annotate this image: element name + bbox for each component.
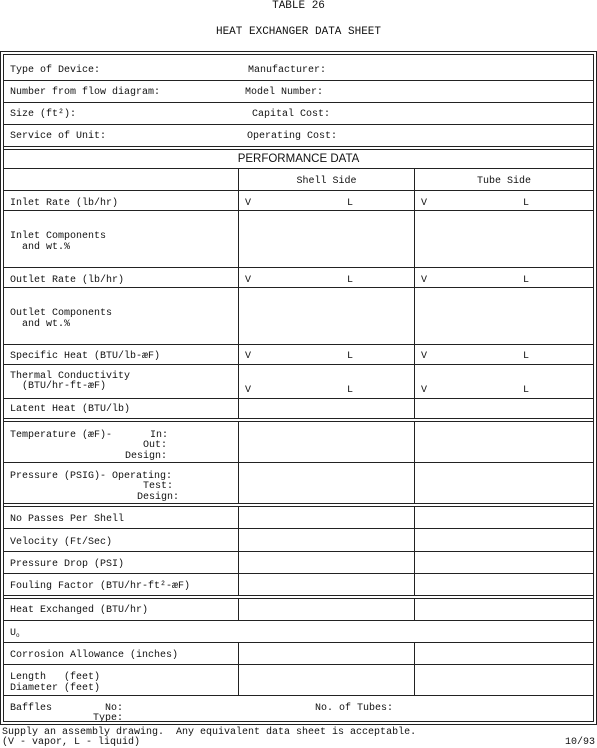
tube-side-header: Tube Side xyxy=(476,176,531,187)
capital-cost-label: Capital Cost: xyxy=(252,109,331,120)
u-coefficient-label: $U_o$ xyxy=(10,628,20,639)
shell-liquid-mark: L xyxy=(347,351,354,362)
corrosion-allowance-label: Corrosion Allowance (inches) xyxy=(10,650,179,661)
fouling-factor-label: Fouling Factor (BTU/hr-ft²-æF) xyxy=(10,581,191,592)
shell-vapor-mark: V xyxy=(245,351,252,362)
type-of-device-label: Type of Device: xyxy=(10,65,101,76)
no-passes-label: No Passes Per Shell xyxy=(10,514,125,525)
baffles-type-label: Type: xyxy=(93,713,124,724)
shell-liquid-mark: L xyxy=(347,385,354,396)
temperature-label: Temperature (æF)- xyxy=(10,430,113,441)
inlet-components-sublabel: and wt.% xyxy=(10,242,71,253)
baffles-label: Baffles xyxy=(10,703,53,714)
pressure-design-label: Design: xyxy=(137,492,180,503)
outlet-components-label: Outlet Components xyxy=(10,308,113,319)
tube-vapor-mark: V xyxy=(421,351,428,362)
manufacturer-label: Manufacturer: xyxy=(248,65,327,76)
thermal-conductivity-units: (BTU/hr-ft-æF) xyxy=(10,381,107,392)
pressure-drop-label: Pressure Drop (PSI) xyxy=(10,559,125,570)
tube-vapor-mark: V xyxy=(421,198,428,209)
heat-exchanged-label: Heat Exchanged (BTU/hr) xyxy=(10,605,149,616)
footer-date: 10/93 xyxy=(565,737,596,748)
latent-heat-label: Latent Heat (BTU/lb) xyxy=(10,404,131,415)
table-number: TABLE 26 xyxy=(272,0,325,12)
shell-vapor-mark: V xyxy=(245,198,252,209)
shell-vapor-mark: V xyxy=(245,385,252,396)
footer-legend: (V - vapor, L - liquid) xyxy=(2,737,141,748)
thermal-conductivity-label: Thermal Conductivity xyxy=(10,371,131,382)
velocity-label: Velocity (Ft/Sec) xyxy=(10,537,113,548)
pressure-label: Pressure (PSIG)- Operating: xyxy=(10,471,173,482)
tube-liquid-mark: L xyxy=(523,351,530,362)
shell-liquid-mark: L xyxy=(347,275,354,286)
model-number-label: Model Number: xyxy=(245,87,324,98)
shell-vapor-mark: V xyxy=(245,275,252,286)
tube-vapor-mark: V xyxy=(421,275,428,286)
outlet-rate-label: Outlet Rate (lb/hr) xyxy=(10,275,125,286)
footer-note: Supply an assembly drawing. Any equivalent data sheet is acceptable. xyxy=(2,727,417,738)
shell-liquid-mark: L xyxy=(347,198,354,209)
no-of-tubes-label: No. of Tubes: xyxy=(315,703,394,714)
sheet-title: HEAT EXCHANGER DATA SHEET xyxy=(215,26,382,38)
tube-liquid-mark: L xyxy=(523,385,530,396)
temperature-out-label: Out: xyxy=(143,440,168,451)
inlet-components-label: Inlet Components xyxy=(10,231,107,242)
performance-data-title: PERFORMANCE DATA xyxy=(237,153,360,165)
tube-liquid-mark: L xyxy=(523,198,530,209)
temperature-design-label: Design: xyxy=(125,451,168,462)
flow-diagram-number-label: Number from flow diagram: xyxy=(10,87,161,98)
outlet-components-sublabel: and wt.% xyxy=(10,319,71,330)
tube-liquid-mark: L xyxy=(523,275,530,286)
baffles-no-label: No: xyxy=(105,703,124,714)
diameter-label: Diameter (feet) xyxy=(10,683,101,694)
pressure-test-label: Test: xyxy=(143,481,174,492)
specific-heat-label: Specific Heat (BTU/lb-æF) xyxy=(10,351,161,362)
service-of-unit-label: Service of Unit: xyxy=(10,131,107,142)
temperature-in-label: In: xyxy=(150,430,169,441)
shell-side-header: Shell Side xyxy=(296,176,357,187)
length-label: Length (feet) xyxy=(10,672,101,683)
inlet-rate-label: Inlet Rate (lb/hr) xyxy=(10,198,119,209)
tube-vapor-mark: V xyxy=(421,385,428,396)
size-label: Size (ft²): xyxy=(10,109,77,120)
operating-cost-label: Operating Cost: xyxy=(247,131,338,142)
